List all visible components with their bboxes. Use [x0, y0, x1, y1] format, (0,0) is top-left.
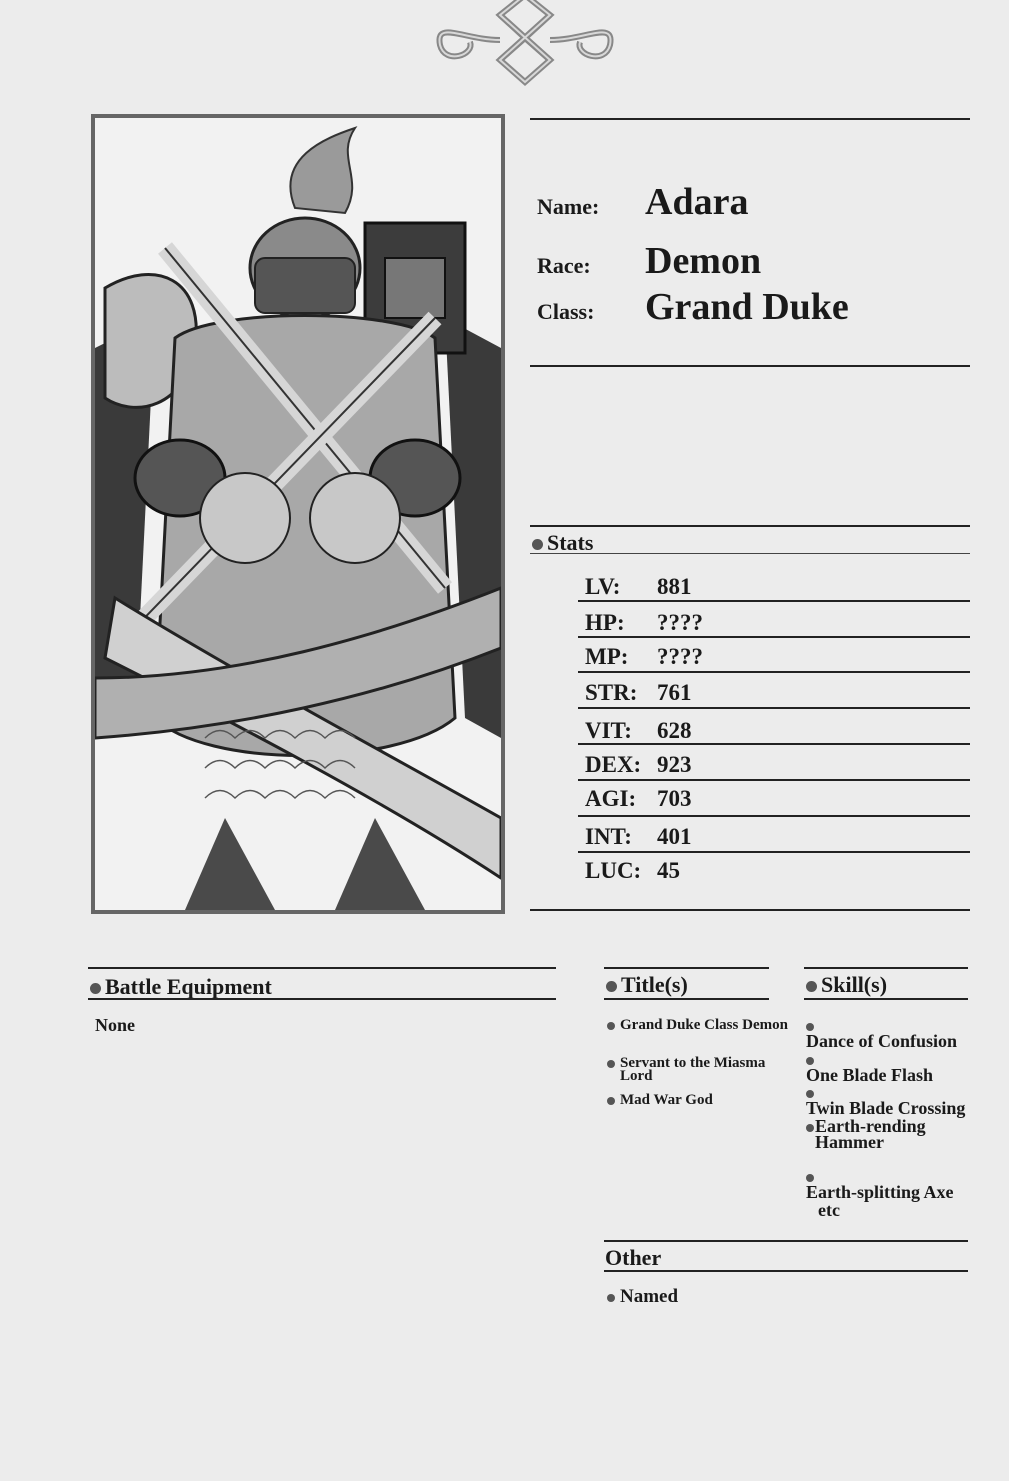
stat-row-dex: DEX: 923: [585, 752, 692, 777]
stat-row-luc: LUC: 45: [585, 858, 680, 883]
other-item: Named: [607, 1286, 678, 1308]
skill-item: Dance of Confusion: [806, 1017, 1009, 1049]
name-label: Name:: [537, 194, 600, 219]
stats-header: Stats: [532, 530, 593, 556]
bullet-icon: [532, 539, 543, 550]
bullet-icon: [806, 981, 817, 992]
character-race: Demon: [645, 240, 762, 282]
endless-knot-ornament: [425, 0, 625, 105]
bullet-icon: [806, 1023, 814, 1031]
bullet-icon: [607, 1097, 615, 1105]
character-portrait: [91, 114, 505, 914]
stat-row-str: STR: 761: [585, 680, 692, 705]
equipment-value: None: [95, 1015, 135, 1035]
stat-row-vit: VIT: 628: [585, 718, 692, 743]
bullet-icon: [806, 1124, 814, 1132]
skill-item: Twin Blade Crossing: [806, 1084, 1009, 1116]
title-item: Servant to the Miasma Lord: [607, 1057, 790, 1083]
stat-row-lv: LV: 881: [585, 574, 692, 599]
other-header: Other: [605, 1245, 662, 1270]
armored-demon-illustration: [95, 118, 501, 910]
bullet-icon: [806, 1057, 814, 1065]
title-item: Mad War God: [607, 1094, 790, 1107]
skill-item: One Blade Flash: [806, 1051, 1009, 1083]
skill-item: Earth-rending Hammer: [806, 1118, 955, 1150]
character-name: Adara: [645, 181, 749, 223]
character-class: Grand Duke: [645, 286, 849, 328]
bullet-icon: [607, 1294, 615, 1302]
bullet-icon: [607, 1060, 615, 1068]
bullet-icon: [806, 1090, 814, 1098]
skill-item: Earth-splitting Axe: [806, 1168, 1009, 1200]
bullet-icon: [607, 1022, 615, 1030]
titles-header: Title(s): [606, 972, 688, 998]
class-label: Class:: [537, 299, 595, 324]
stat-row-agi: AGI: 703: [585, 786, 692, 811]
skills-etc: etc: [818, 1200, 840, 1220]
title-item: Grand Duke Class Demon: [607, 1019, 790, 1032]
equipment-header: Battle Equipment: [90, 974, 272, 1000]
stat-row-hp: HP: ????: [585, 610, 703, 635]
bullet-icon: [606, 981, 617, 992]
stat-row-mp: MP: ????: [585, 644, 703, 669]
bullet-icon: [90, 983, 101, 994]
stat-row-int: INT: 401: [585, 824, 692, 849]
skills-header: Skill(s): [806, 972, 887, 998]
race-label: Race:: [537, 253, 591, 278]
bullet-icon: [806, 1174, 814, 1182]
